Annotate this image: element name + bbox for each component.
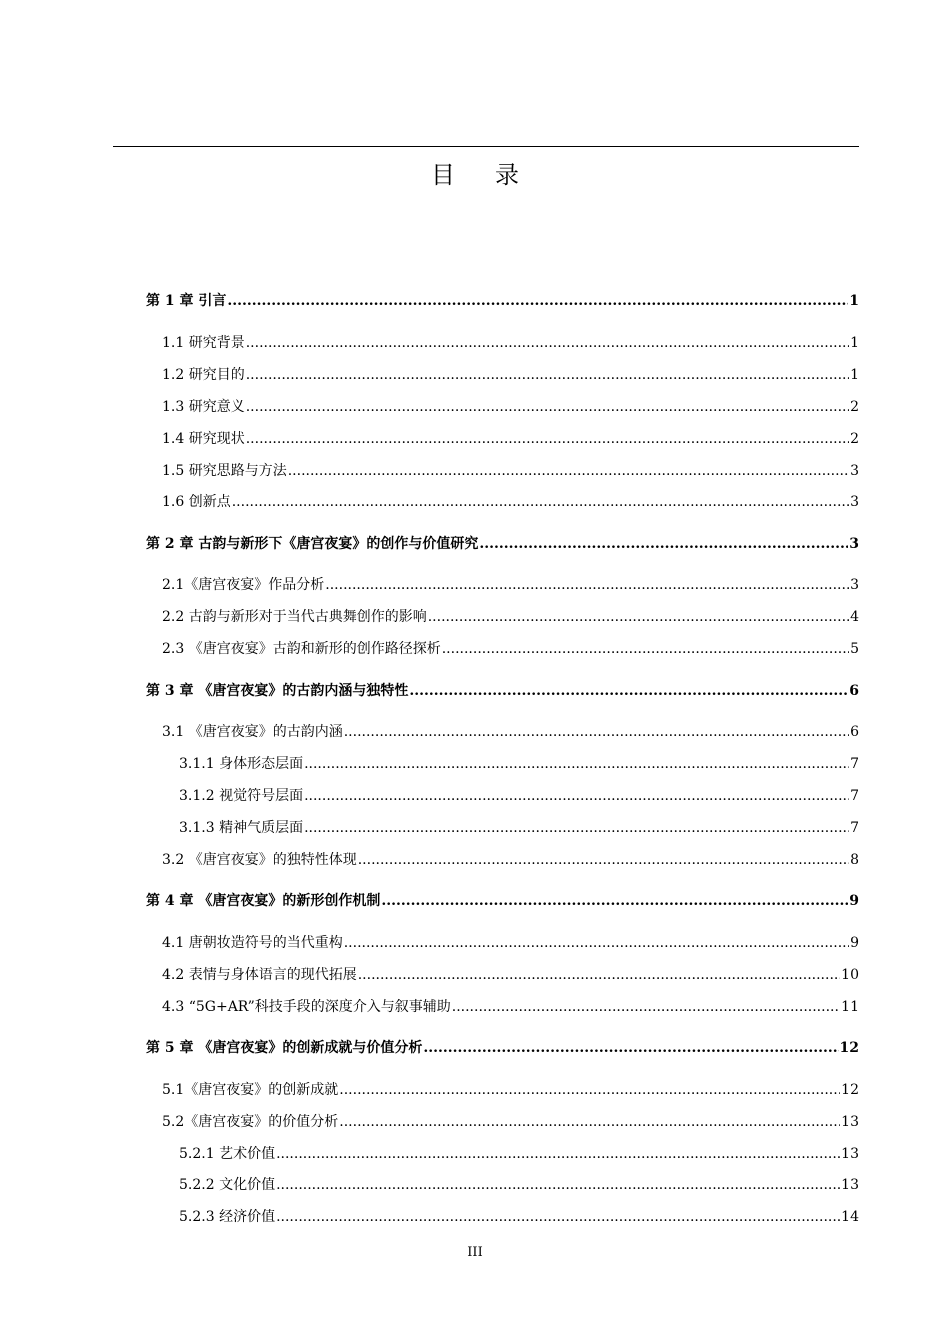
toc-entry-page: 3 xyxy=(850,494,859,510)
toc-leader-dots xyxy=(409,681,848,701)
toc-entry[interactable] xyxy=(162,365,859,385)
toc-entry[interactable] xyxy=(162,461,859,481)
toc-entry[interactable] xyxy=(146,681,859,701)
toc-leader-dots xyxy=(325,575,849,595)
toc-entry-page: 7 xyxy=(850,820,859,836)
toc-entry-label: 2.2 古韵与新形对于当代古典舞创作的影响 xyxy=(162,609,427,625)
toc-entry-label: 1.3 研究意义 xyxy=(162,399,245,415)
toc-leader-dots xyxy=(246,365,849,385)
toc-entry[interactable] xyxy=(146,891,859,911)
toc-entry[interactable] xyxy=(162,492,859,512)
toc-entry-page: 2 xyxy=(850,431,859,447)
toc-leader-dots xyxy=(428,607,849,627)
toc-entry[interactable] xyxy=(162,1112,859,1132)
toc-leader-dots xyxy=(344,933,849,953)
toc-entry-label: 2.1《唐宫夜宴》作品分析 xyxy=(162,577,325,593)
toc-entry-label: 第 3 章 《唐宫夜宴》的古韵内涵与独特性 xyxy=(146,683,409,699)
toc-entry-page: 6 xyxy=(850,724,859,740)
toc-entry[interactable] xyxy=(162,429,859,449)
toc-leader-dots xyxy=(339,1080,840,1100)
toc-entry[interactable] xyxy=(162,997,859,1017)
toc-entry[interactable] xyxy=(162,397,859,417)
toc-leader-dots xyxy=(339,1112,840,1132)
toc-entry[interactable] xyxy=(179,754,859,774)
toc-entry-page: 7 xyxy=(850,756,859,772)
toc-entry[interactable] xyxy=(162,639,859,659)
toc-leader-dots xyxy=(442,639,849,659)
toc-entry-label: 5.1《唐宫夜宴》的创新成就 xyxy=(162,1082,339,1098)
toc-leader-dots xyxy=(276,1175,840,1195)
toc-leader-dots xyxy=(246,333,849,353)
toc-leader-dots xyxy=(358,965,840,985)
toc-entry-label: 5.2《唐宫夜宴》的价值分析 xyxy=(162,1114,339,1130)
toc-entry-label: 1.5 研究思路与方法 xyxy=(162,463,287,479)
toc-entry-label: 第 5 章 《唐宫夜宴》的创新成就与价值分析 xyxy=(146,1040,423,1056)
toc-entry-label: 3.1 《唐宫夜宴》的古韵内涵 xyxy=(162,724,343,740)
toc-leader-dots xyxy=(381,891,848,911)
toc-entry[interactable] xyxy=(179,818,859,838)
toc-entry-page: 3 xyxy=(849,536,859,552)
toc-leader-dots xyxy=(344,722,849,742)
toc-entry-page: 1 xyxy=(849,293,859,309)
toc-entry-label: 第 1 章 引言 xyxy=(146,293,227,309)
toc-entry-label: 1.4 研究现状 xyxy=(162,431,245,447)
toc-entry-page: 7 xyxy=(850,788,859,804)
toc-entry-page: 10 xyxy=(841,967,859,983)
toc-entry-page: 9 xyxy=(849,893,859,909)
toc-leader-dots xyxy=(288,461,849,481)
toc-leader-dots xyxy=(479,534,848,554)
toc-entry-page: 11 xyxy=(841,999,859,1015)
toc-leader-dots xyxy=(232,492,849,512)
toc-leader-dots xyxy=(452,997,840,1017)
toc-entry-page: 9 xyxy=(850,935,859,951)
toc-entry-page: 12 xyxy=(839,1040,859,1056)
toc-entry-label: 4.2 表情与身体语言的现代拓展 xyxy=(162,967,357,983)
toc-entry-label: 5.2.2 文化价值 xyxy=(179,1177,276,1193)
toc-entry-page: 14 xyxy=(841,1209,859,1225)
toc-entry-label: 1.2 研究目的 xyxy=(162,367,245,383)
toc-entry-label: 3.1.2 视觉符号层面 xyxy=(179,788,304,804)
toc-entry-page: 13 xyxy=(841,1177,859,1193)
toc-entry[interactable] xyxy=(146,1038,859,1058)
page-title: 目录 xyxy=(431,161,559,189)
toc-leader-dots xyxy=(304,754,849,774)
toc-entry-page: 2 xyxy=(850,399,859,415)
toc-entry-label: 5.2.3 经济价值 xyxy=(179,1209,276,1225)
toc-leader-dots xyxy=(276,1144,840,1164)
toc-entry[interactable] xyxy=(146,534,859,554)
toc-entry-label: 第 4 章 《唐宫夜宴》的新形创作机制 xyxy=(146,893,381,909)
page-number-footer: III xyxy=(467,1245,483,1260)
toc-entry-page: 3 xyxy=(850,577,859,593)
toc-entry[interactable] xyxy=(162,575,859,595)
toc-entry-page: 8 xyxy=(850,852,859,868)
toc-entry-label: 4.3 “5G+AR”科技手段的深度介入与叙事辅助 xyxy=(162,999,451,1015)
toc-entry[interactable] xyxy=(162,607,859,627)
toc-entry[interactable] xyxy=(179,1175,859,1195)
toc-entry-label: 3.2 《唐宫夜宴》的独特性体现 xyxy=(162,852,357,868)
toc-entry-label: 第 2 章 古韵与新形下《唐宫夜宴》的创作与价值研究 xyxy=(146,536,479,552)
toc-entry-page: 12 xyxy=(841,1082,859,1098)
toc-leader-dots xyxy=(423,1038,838,1058)
toc-entry-label: 1.1 研究背景 xyxy=(162,335,245,351)
toc-entry-label: 5.2.1 艺术价值 xyxy=(179,1146,276,1162)
toc-entry-label: 3.1.1 身体形态层面 xyxy=(179,756,304,772)
toc-entry-label: 2.3 《唐宫夜宴》古韵和新形的创作路径探析 xyxy=(162,641,441,657)
toc-leader-dots xyxy=(304,786,849,806)
toc-entry-page: 3 xyxy=(850,463,859,479)
toc-leader-dots xyxy=(304,818,849,838)
toc-entry[interactable] xyxy=(179,1207,859,1227)
toc-entry[interactable] xyxy=(162,1080,859,1100)
toc-leader-dots xyxy=(246,397,849,417)
toc-entry[interactable] xyxy=(162,722,859,742)
toc-entry-page: 1 xyxy=(850,367,859,383)
toc-entry[interactable] xyxy=(179,1144,859,1164)
toc-entry[interactable] xyxy=(162,333,859,353)
toc-entry-page: 1 xyxy=(850,335,859,351)
toc-entry[interactable] xyxy=(146,291,859,311)
toc-leader-dots xyxy=(227,291,848,311)
toc-entry-page: 13 xyxy=(841,1114,859,1130)
toc-entry[interactable] xyxy=(162,933,859,953)
toc-entry-label: 1.6 创新点 xyxy=(162,494,231,510)
toc-entry-page: 13 xyxy=(841,1146,859,1162)
toc-leader-dots xyxy=(276,1207,840,1227)
toc-entry[interactable] xyxy=(162,965,859,985)
toc-entry[interactable] xyxy=(162,850,859,870)
toc-entry-page: 6 xyxy=(849,683,859,699)
toc-entry-label: 3.1.3 精神气质层面 xyxy=(179,820,304,836)
toc-leader-dots xyxy=(358,850,849,870)
toc-entry-page: 4 xyxy=(850,609,859,625)
toc-entry-page: 5 xyxy=(850,641,859,657)
toc-entry[interactable] xyxy=(179,786,859,806)
toc-leader-dots xyxy=(246,429,849,449)
toc-entry-label: 4.1 唐朝妆造符号的当代重构 xyxy=(162,935,343,951)
